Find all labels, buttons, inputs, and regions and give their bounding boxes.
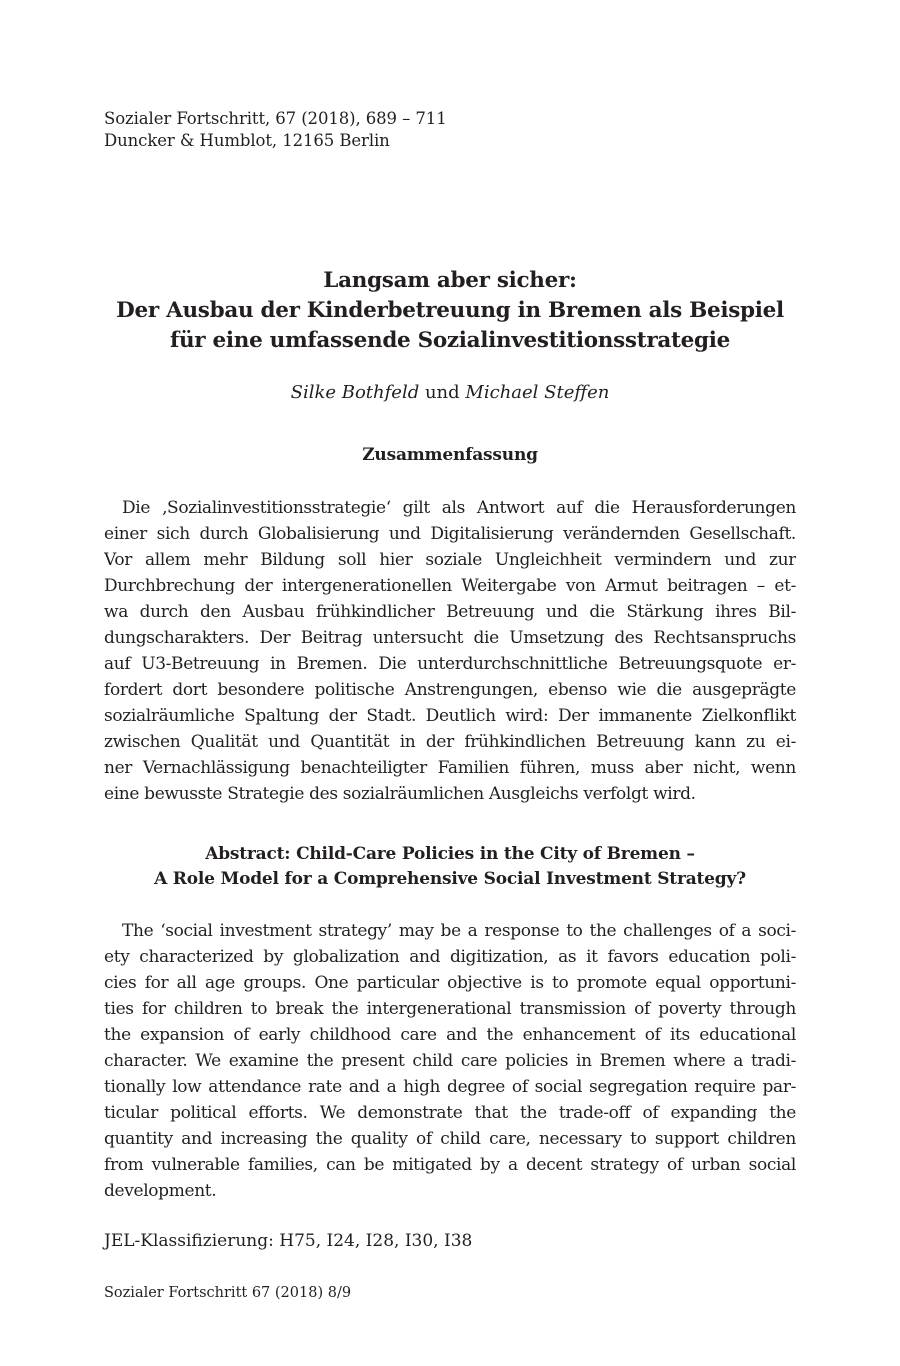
running-head (104, 108, 447, 152)
journal-citation: Sozialer Fortschritt, 67 (2018), 689 – 711 (104, 109, 447, 128)
text-line: einer sich durch Globalisierung und Digitalisierung verändernden Gesellschaft. (104, 524, 796, 544)
text-line: ticular political efforts. We demonstrate that the trade-off of expanding the (104, 1103, 796, 1123)
page-footer: Sozialer Fortschritt 67 (2018) 8/9 (104, 1285, 352, 1301)
article-title (104, 266, 796, 356)
author-conjunction: und (424, 382, 460, 403)
abstract-heading (104, 842, 796, 892)
abstract-heading-line-2: A Role Model for a Comprehensive Social Investment Strategy? (154, 869, 746, 889)
text-line: eine bewusste Strategie des sozialräumlichen Ausgleichs verfolgt wird. (104, 784, 696, 804)
author-name: Silke Bothfeld (290, 382, 420, 403)
author-line (104, 381, 796, 405)
title-line-3: für eine umfassende Sozialinvestitionsstrategie (170, 328, 730, 353)
author-name: Michael Steffen (465, 382, 610, 403)
text-line: Durchbrechung der intergenerationellen Weitergabe von Armut beitragen – et- (104, 576, 796, 596)
text-line: development. (104, 1181, 217, 1201)
text-line: character. We examine the present child care policies in Bremen where a tradi- (104, 1051, 796, 1071)
title-line-2: Der Ausbau der Kinderbetreuung in Bremen als Beispiel (116, 298, 784, 323)
text-line: zwischen Qualität und Quantität in der frühkindlichen Betreuung kann zu ei- (104, 732, 796, 752)
publisher-line: Duncker & Humblot, 12165 Berlin (104, 131, 390, 150)
text-line: Die ‚Sozialinvestitionsstrategie‘ gilt als Antwort auf die Herausforderungen (122, 498, 796, 518)
text-line: fordert dort besondere politische Anstrengungen, ebenso wie die ausgeprägte (104, 680, 796, 700)
abstract-body (104, 918, 796, 1204)
section-heading-text: Zusammenfassung (362, 445, 538, 465)
text-line: quantity and increasing the quality of child care, necessary to support children (104, 1129, 796, 1149)
text-line: wa durch den Ausbau frühkindlicher Betreuung und die Stärkung ihres Bil- (104, 602, 796, 622)
text-line: Vor allem mehr Bildung soll hier soziale Ungleichheit vermindern und zur (104, 550, 796, 570)
text-line: auf U3-Betreuung in Bremen. Die unterdurchschnittliche Betreuungsquote er- (104, 654, 796, 674)
title-line-1: Langsam aber sicher: (323, 268, 577, 293)
text-line: the expansion of early childhood care and the enhancement of its educational (104, 1025, 796, 1045)
text-line: ner Vernachlässigung benachteiligter Familien führen, muss aber nicht, wenn (104, 758, 796, 778)
zusammenfassung-heading (104, 443, 796, 468)
text-line: dungscharakters. Der Beitrag untersucht die Umsetzung des Rechtsanspruchs (104, 628, 796, 648)
text-line: tionally low attendance rate and a high degree of social segregation require par- (104, 1077, 796, 1097)
text-line: ety characterized by globalization and digitization, as it favors education poli- (104, 947, 796, 967)
abstract-heading-line-1: Abstract: Child-Care Policies in the City of Bremen – (205, 844, 695, 864)
text-line: ties for children to break the intergenerational transmission of poverty through (104, 999, 796, 1019)
zusammenfassung-body (104, 495, 796, 807)
text-line: sozialräumliche Spaltung der Stadt. Deutlich wird: Der immanente Zielkonflikt (104, 706, 796, 726)
text-line: from vulnerable families, can be mitigated by a decent strategy of urban social (104, 1155, 796, 1175)
text-line: The ‘social investment strategy’ may be a response to the challenges of a soci- (122, 921, 796, 941)
text-line: cies for all age groups. One particular objective is to promote equal opportuni- (104, 973, 796, 993)
jel-classification: JEL-Klassifizierung: H75, I24, I28, I30, I38 (104, 1231, 473, 1251)
